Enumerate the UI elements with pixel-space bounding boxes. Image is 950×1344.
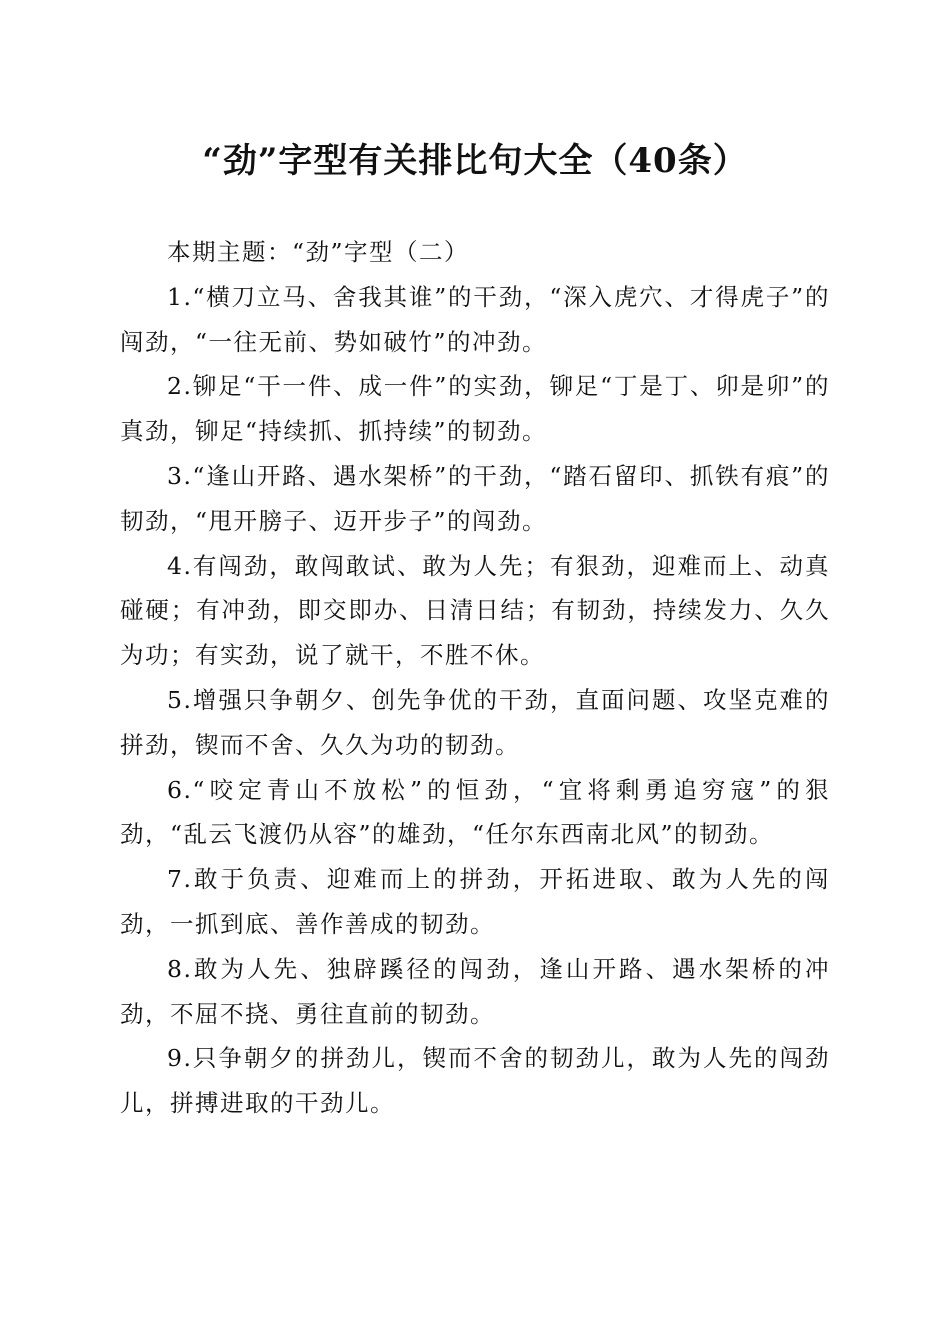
list-item: 6.“咬定青山不放松”的恒劲，“宜将剩勇追穷寇”的狠劲，“乱云飞渡仍从容”的雄劲，“任尔东西南北风”的韧劲。: [120, 775, 830, 849]
list-item: 7.敢于负责、迎难而上的拼劲，开拓进取、敢为人先的闯劲，一抓到底、善作善成的韧劲。: [120, 865, 830, 938]
list-item: 3.“逢山开路、遇水架桥”的干劲，“踏石留印、抓铁有痕”的韧劲，“甩开膀子、迈开步子”的闯劲。: [120, 461, 830, 535]
list-item: 5.增强只争朝夕、创先争优的干劲，直面问题、攻坚克难的拼劲，锲而不舍、久久为功的韧劲。: [120, 685, 830, 759]
document-body: [120, 230, 830, 1126]
list-item: 9.只争朝夕的拼劲儿，锲而不舍的韧劲儿，敢为人先的闯劲儿，拼搏进取的干劲儿。: [120, 1044, 830, 1118]
list-item: 8.敢为人先、独辟蹊径的闯劲，逢山开路、遇水架桥的冲劲，不屈不挠、勇往直前的韧劲。: [120, 954, 830, 1028]
list-item: 4.有闯劲，敢闯敢试、敢为人先；有狠劲，迎难而上、动真碰硬；有冲劲，即交即办、日清日结；有韧劲，持续发力、久久为功；有实劲，说了就干，不胜不休。: [120, 551, 830, 670]
subtitle-paragraph: 本期主题：“劲”字型（二）: [167, 238, 470, 266]
document-title: “劲”字型有关排比句大全（40条）: [202, 141, 748, 181]
list-item: 1.“横刀立马、舍我其谁”的干劲，“深入虎穴、才得虎子”的闯劲，“一往无前、势如破竹”的冲劲。: [120, 282, 830, 356]
list-item: 2.铆足“干一件、成一件”的实劲，铆足“丁是丁、卯是卯”的真劲，铆足“持续抓、抓持续”的韧劲。: [120, 372, 830, 446]
